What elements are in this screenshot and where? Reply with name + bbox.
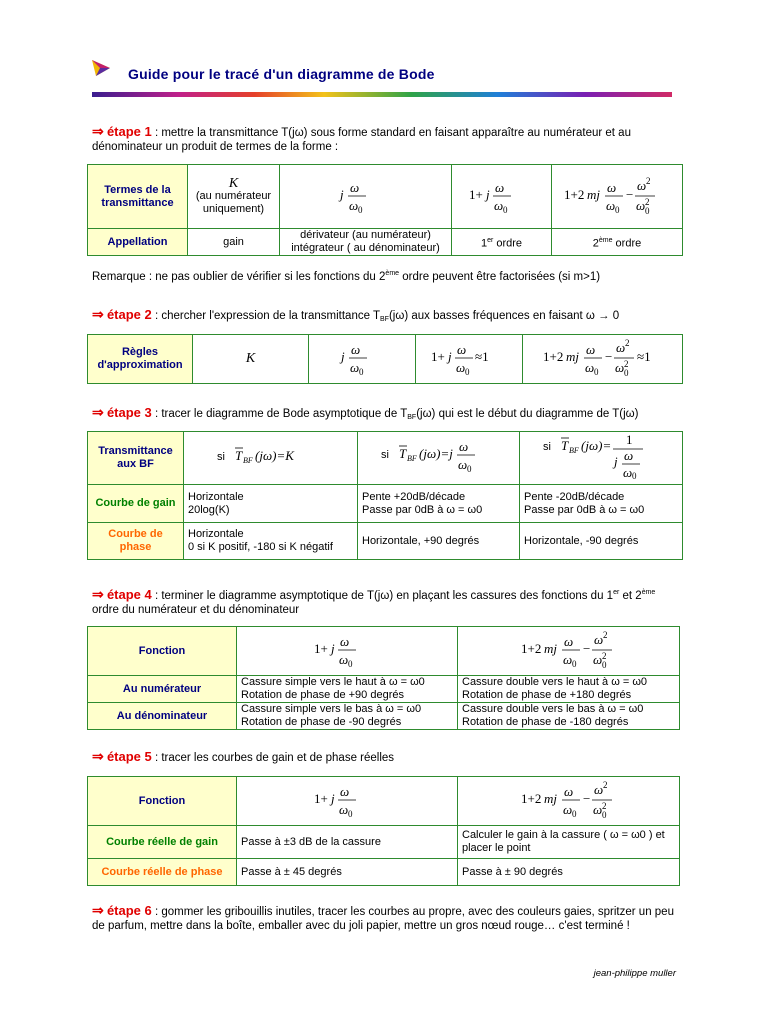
svg-text:0: 0 <box>645 205 650 216</box>
formula-jw-over-w0 <box>337 337 387 377</box>
svg-text:ω: ω <box>593 782 603 797</box>
svg-text:2: 2 <box>602 780 607 790</box>
svg-text:ω: ω <box>350 360 360 375</box>
step-arrow-icon: ⇒ <box>92 306 104 322</box>
svg-text:1+2: 1+2 <box>564 186 585 202</box>
page-title: Guide pour le tracé d'un diagramme de Bode <box>128 66 435 82</box>
formula-second-order <box>519 627 619 671</box>
svg-text:mj: mj <box>565 349 579 364</box>
svg-text:si: si <box>543 441 551 453</box>
svg-text:−: − <box>582 641 590 656</box>
svg-text:j: j <box>331 791 335 806</box>
svg-text:ω: ω <box>585 342 595 357</box>
svg-text:mj: mj <box>543 641 557 656</box>
step4-label: étape 4 <box>106 586 152 602</box>
step-arrow-icon: ⇒ <box>92 123 104 139</box>
svg-text:ω: ω <box>340 784 350 799</box>
svg-text:j: j <box>341 349 345 364</box>
svg-text:0: 0 <box>348 809 353 819</box>
svg-text:BF: BF <box>242 456 253 465</box>
svg-text:2: 2 <box>624 338 629 348</box>
title-rule <box>92 92 672 97</box>
appellation-derivateur: dérivateur (au numérateur) intégrateur ( au dénominateur) <box>280 229 452 256</box>
svg-text:ω: ω <box>636 197 646 213</box>
author-signature: jean-philippe muller <box>593 968 676 979</box>
step-arrow-icon: ⇒ <box>92 404 104 420</box>
step3-integ-cell <box>520 432 683 485</box>
step5-phase-second: Passe à ± 90 degrés <box>458 859 680 886</box>
step3-table <box>87 431 683 560</box>
step4-second-order-formula <box>458 627 680 676</box>
step3-gain-k: Horizontale 20log(K) <box>184 485 358 523</box>
step2-second-order-cell <box>523 335 683 384</box>
svg-text:1+: 1+ <box>431 349 445 364</box>
appellation-gain: gain <box>188 229 280 256</box>
svg-text:ω: ω <box>624 448 634 463</box>
step3-phase-k: Horizontale 0 si K positif, -180 si K négatif <box>184 523 358 560</box>
svg-text:j: j <box>448 349 452 364</box>
svg-text:0: 0 <box>357 204 362 215</box>
step3-header: Transmittance aux BF <box>88 432 184 485</box>
svg-text:(jω)=j: (jω)=j <box>418 446 453 461</box>
svg-text:si: si <box>216 451 225 463</box>
svg-text:ω: ω <box>593 632 603 647</box>
svg-text:ω: ω <box>606 197 616 213</box>
svg-text:2: 2 <box>645 196 650 207</box>
step4-den-header: Au dénominateur <box>88 703 237 730</box>
step4-paragraph: ⇒ étape 4 : terminer le diagramme asymptotique de T(jω) en plaçant les cassures des fonctions du 1er et 2ème ordre du numérateur et du dénominateur <box>92 585 656 616</box>
step3-label: étape 3 <box>106 405 152 420</box>
step1-jw-cell <box>280 165 452 229</box>
formula-second-order <box>519 777 619 821</box>
step3-gain-header: Courbe de gain <box>88 485 184 523</box>
svg-text:0: 0 <box>615 204 620 215</box>
svg-text:ω: ω <box>614 360 624 375</box>
svg-text:BF: BF <box>406 454 417 463</box>
svg-text:2: 2 <box>623 359 628 369</box>
step4-den-second: Cassure double vers le bas à ω = ω0 Rotation de phase de -180 degrés <box>458 703 680 730</box>
svg-text:ω: ω <box>607 179 617 195</box>
step6-label: étape 6 <box>106 903 152 918</box>
formula-second-order <box>562 173 672 217</box>
svg-text:2: 2 <box>601 801 606 811</box>
step5-gain-first: Passe à ±3 dB de la cassure <box>237 826 458 859</box>
step1-table <box>87 164 683 256</box>
step1-second-order-cell <box>552 165 683 229</box>
formula-tbf-integ <box>541 432 661 480</box>
svg-text:1+2: 1+2 <box>520 791 541 806</box>
svg-text:ω: ω <box>563 784 573 799</box>
svg-text:ω: ω <box>457 342 467 357</box>
k-note: (au numérateur uniquement) <box>195 190 272 215</box>
svg-text:≈1: ≈1 <box>475 349 489 364</box>
svg-text:ω: ω <box>623 465 633 480</box>
step1-row-header-terms: Termes de la transmittance <box>88 165 188 229</box>
svg-text:1+2: 1+2 <box>520 641 541 656</box>
svg-text:ω: ω <box>615 340 625 355</box>
svg-text:ω: ω <box>562 802 572 817</box>
svg-text:ω: ω <box>351 342 361 357</box>
svg-text:ω: ω <box>339 652 349 667</box>
formula-jw-over-w0 <box>336 175 396 215</box>
svg-text:0: 0 <box>465 367 470 377</box>
svg-text:1+: 1+ <box>314 641 328 656</box>
svg-text:j: j <box>614 454 618 469</box>
step1-first-order-cell <box>452 165 552 229</box>
step1-text: : mettre la transmittance T(jω) sous forme standard en faisant apparaître au numérateur et au dénominateur un produit de termes de la forme : <box>92 127 631 153</box>
svg-text:ω: ω <box>457 457 467 472</box>
svg-text:0: 0 <box>502 204 507 215</box>
svg-text:ω: ω <box>637 177 647 193</box>
svg-text:j: j <box>339 186 344 202</box>
svg-text:ω: ω <box>592 652 602 667</box>
step4-first-order-formula <box>237 627 458 676</box>
step1-paragraph <box>92 124 680 154</box>
formula-tbf-k <box>211 438 331 474</box>
svg-text:0: 0 <box>348 659 353 669</box>
remark-paragraph: Remarque : ne pas oublier de vérifier si les fonctions du 2ème ordre peuvent être factorisées (si m>1) <box>92 270 601 283</box>
step3-gain-integ: Pente -20dB/décade Passe par 0dB à ω = ω0 <box>520 485 683 523</box>
formula-first-order <box>467 175 537 215</box>
step2-label: étape 2 <box>106 307 152 322</box>
svg-text:2: 2 <box>602 630 607 640</box>
appellation-second-order: 2ème ordre <box>552 229 683 256</box>
formula-second-order-approx <box>541 335 665 379</box>
svg-text:1+: 1+ <box>468 186 483 202</box>
step3-paragraph: ⇒ étape 3 : tracer le diagramme de Bode asymptotique de $T_{BF}(j\omega)$ qui est le début du diagramme de T(jω) <box>92 404 639 421</box>
formula-first-order <box>312 779 382 819</box>
svg-text:ω: ω <box>456 360 466 375</box>
svg-text:ω: ω <box>493 197 503 213</box>
step4-table <box>87 626 680 730</box>
svg-text:0: 0 <box>466 464 471 474</box>
step1-label: étape 1 <box>106 124 152 139</box>
step5-fonction-header: Fonction <box>88 777 237 826</box>
svg-text:j: j <box>331 641 335 656</box>
svg-text:ω: ω <box>348 197 358 213</box>
step4-fonction-header: Fonction <box>88 627 237 676</box>
step1-k-cell <box>188 165 280 229</box>
svg-text:ω: ω <box>339 802 349 817</box>
formula-tbf-deriv <box>379 434 499 478</box>
svg-text:(jω)=K: (jω)=K <box>254 448 294 463</box>
svg-text:mj: mj <box>587 186 600 202</box>
svg-text:T: T <box>398 446 406 461</box>
svg-text:−: − <box>626 186 634 202</box>
svg-text:ω: ω <box>340 634 350 649</box>
svg-text:(jω)=: (jω)= <box>581 438 612 453</box>
svg-text:≈1: ≈1 <box>636 349 651 364</box>
svg-text:ω: ω <box>563 634 573 649</box>
svg-text:T: T <box>561 438 569 453</box>
svg-text:2: 2 <box>601 651 606 661</box>
step-arrow-icon: ⇒ <box>92 902 104 918</box>
svg-text:0: 0 <box>601 660 606 670</box>
step5-label: étape 5 <box>106 749 152 764</box>
step2-jw-cell <box>309 335 416 384</box>
svg-text:si: si <box>380 449 389 461</box>
step3-phase-header: Courbe de phase <box>88 523 184 560</box>
step5-table <box>87 776 680 886</box>
svg-text:0: 0 <box>623 368 628 378</box>
step3-deriv-cell <box>358 432 520 485</box>
svg-text:0: 0 <box>632 471 637 480</box>
svg-text:1: 1 <box>626 432 633 447</box>
appellation-first-order: 1er ordre <box>452 229 552 256</box>
pencil-logo-icon <box>90 58 114 78</box>
svg-text:BF: BF <box>569 446 579 455</box>
step4-num-second: Cassure double vers le haut à ω = ω0 Rotation de phase de +180 degrés <box>458 676 680 703</box>
step2-table <box>87 334 683 384</box>
step2-header: Règles d'approximation <box>88 335 193 384</box>
step-arrow-icon: ⇒ <box>92 748 104 764</box>
formula-first-order <box>312 629 382 669</box>
step5-second-order-formula <box>458 777 680 826</box>
svg-text:T: T <box>234 448 242 463</box>
svg-text:0: 0 <box>601 810 606 820</box>
step5-phase-header: Courbe réelle de phase <box>88 859 237 886</box>
svg-text:ω: ω <box>349 179 359 195</box>
svg-text:ω: ω <box>562 652 572 667</box>
step2-k-cell: K <box>193 335 309 384</box>
svg-text:0: 0 <box>359 367 364 377</box>
svg-text:0: 0 <box>571 809 576 819</box>
step4-num-header: Au numérateur <box>88 676 237 703</box>
step-arrow-icon: ⇒ <box>92 585 104 602</box>
step3-phase-deriv: Horizontale, +90 degrés <box>358 523 520 560</box>
step4-num-first: Cassure simple vers le haut à ω = ω0 Rotation de phase de +90 degrés <box>237 676 458 703</box>
svg-text:ω: ω <box>458 439 468 454</box>
step5-gain-header: Courbe réelle de gain <box>88 826 237 859</box>
svg-text:2: 2 <box>646 175 651 186</box>
step5-gain-second: Calculer le gain à la cassure ( ω = ω0 ) et placer le point <box>458 826 680 859</box>
svg-text:ω: ω <box>584 360 594 375</box>
svg-text:1+2: 1+2 <box>542 349 563 364</box>
step6-paragraph: ⇒ étape 6 : gommer les gribouillis inutiles, tracer les courbes au propre, avec des couleurs gaies, spritzer un peu de parfum, mettre dans la boîte, emballer avec du joli papier, mettre un gros nœud rouge… c'est terminé ! <box>92 902 674 932</box>
svg-text:ω: ω <box>494 179 504 195</box>
step5-paragraph: ⇒ étape 5 : tracer les courbes de gain et de phase réelles <box>92 748 395 764</box>
svg-text:mj: mj <box>543 791 557 806</box>
svg-text:ω: ω <box>592 802 602 817</box>
step2-paragraph: ⇒ étape 2 : chercher l'expression de la transmittance $T_{BF}(j\omega)$ aux basses fréquences en faisant ω → 0 <box>92 306 620 323</box>
formula-first-order-approx <box>429 337 509 377</box>
svg-text:0: 0 <box>593 367 598 377</box>
step4-den-first: Cassure simple vers le bas à ω = ω0 Rotation de phase de -90 degrés <box>237 703 458 730</box>
step5-phase-first: Passe à ± 45 degrés <box>237 859 458 886</box>
svg-text:0: 0 <box>571 659 576 669</box>
step2-first-order-cell <box>416 335 523 384</box>
svg-text:−: − <box>582 791 590 806</box>
svg-text:1+: 1+ <box>314 791 328 806</box>
step3-gain-deriv: Pente +20dB/décade Passe par 0dB à ω = ω0 <box>358 485 520 523</box>
svg-text:j: j <box>485 186 490 202</box>
step3-phase-integ: Horizontale, -90 degrés <box>520 523 683 560</box>
step1-row-header-appellation: Appellation <box>88 229 188 256</box>
step5-first-order-formula <box>237 777 458 826</box>
svg-text:−: − <box>604 349 612 364</box>
k-symbol: K <box>228 176 239 191</box>
step3-k-cell <box>184 432 358 485</box>
